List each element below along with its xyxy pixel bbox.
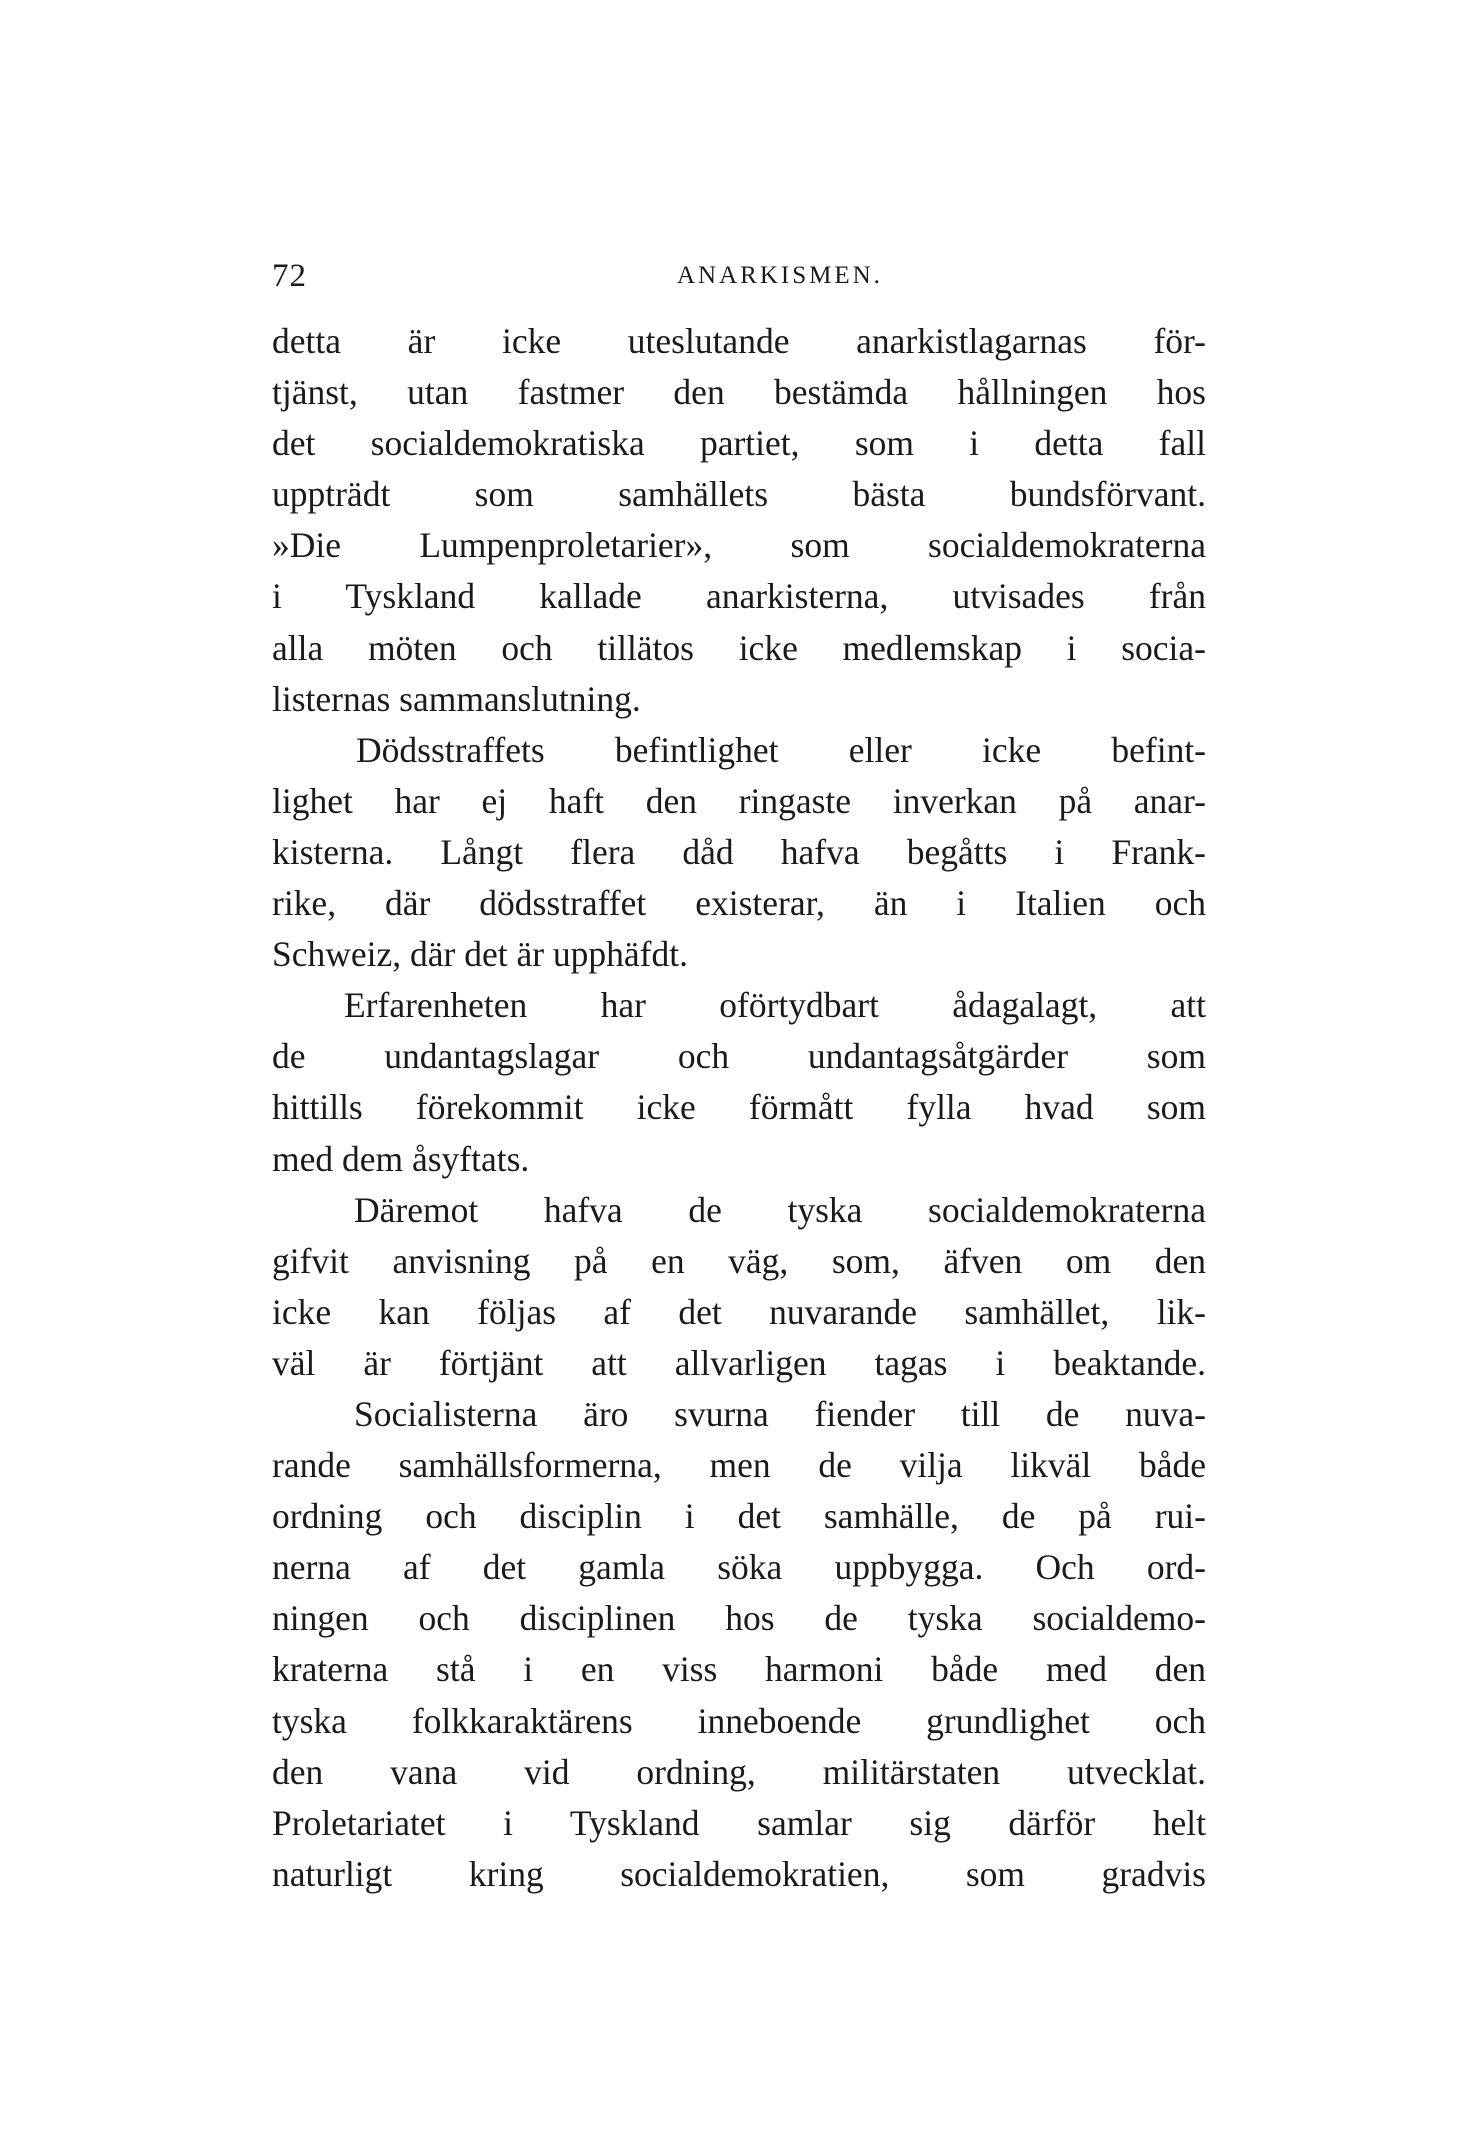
page-number: 72 — [272, 258, 307, 294]
text-line: alla möten och tillätos icke medlemskap i socia- — [272, 627, 1206, 668]
text-line: listernas sammanslutning. — [272, 678, 641, 719]
text-line: med dem åsyftats. — [272, 1138, 530, 1179]
text-line: tyska folkkaraktärens inneboende grundlighet och — [272, 1700, 1206, 1741]
text-line: naturligt kring socialdemokratien, som gradvis — [272, 1853, 1206, 1894]
text-line: icke kan följas af det nuvarande samhället, lik- — [272, 1291, 1206, 1332]
text-line: ningen och disciplinen hos de tyska socialdemo- — [272, 1598, 1206, 1639]
text-line: »Die Lumpenproletarier», som socialdemokraterna — [272, 525, 1206, 566]
text-line: rande samhällsformerna, men de vilja likväl både — [272, 1445, 1206, 1486]
text-line: Schweiz, där det är upphäfdt. — [272, 934, 688, 975]
text-line: kisterna. Långt flera dåd hafva begåtts i Frank- — [272, 831, 1206, 872]
text-line: uppträdt som samhällets bästa bundsförvant. — [272, 474, 1206, 515]
text-line: lighet har ej haft den ringaste inverkan på anar- — [272, 780, 1206, 821]
text-line: väl är förtjänt att allvarligen tagas i beaktande. — [272, 1342, 1206, 1383]
text-line: Däremot hafva de tyska socialdemokraterna — [354, 1189, 1206, 1230]
text-line: nerna af det gamla söka uppbygga. Och ord- — [272, 1547, 1206, 1588]
text-line: Erfarenheten har oförtydbart ådagalagt, att — [344, 985, 1206, 1026]
text-line: gifvit anvisning på en väg, som, äfven om den — [272, 1240, 1206, 1281]
body-text — [272, 316, 1206, 1900]
text-line: de undantagslagar och undantagsåtgärder som — [272, 1036, 1206, 1077]
text-line: Dödsstraffets befintlighet eller icke befint- — [356, 729, 1206, 770]
running-head — [272, 258, 1212, 298]
text-line: i Tyskland kallade anarkisterna, utvisades från — [272, 576, 1206, 617]
text-line: hittills förekommit icke förmått fylla hvad som — [272, 1087, 1206, 1128]
text-line: tjänst, utan fastmer den bestämda hållningen hos — [272, 372, 1206, 413]
text-line: rike, där dödsstraffet existerar, än i Italien och — [272, 883, 1206, 924]
text-line: ordning och disciplin i det samhälle, de på rui- — [272, 1496, 1206, 1537]
running-title: ANARKISMEN. — [677, 262, 883, 289]
text-line: den vana vid ordning, militärstaten utvecklat. — [272, 1751, 1206, 1792]
text-line: det socialdemokratiska partiet, som i detta fall — [272, 423, 1206, 464]
text-line: Proletariatet i Tyskland samlar sig därför helt — [272, 1802, 1206, 1843]
text-line: detta är icke uteslutande anarkistlagarnas för- — [272, 321, 1206, 361]
text-line: Socialisterna äro svurna fiender till de nuva- — [354, 1393, 1206, 1434]
text-line: kraterna stå i en viss harmoni både med den — [272, 1649, 1206, 1690]
